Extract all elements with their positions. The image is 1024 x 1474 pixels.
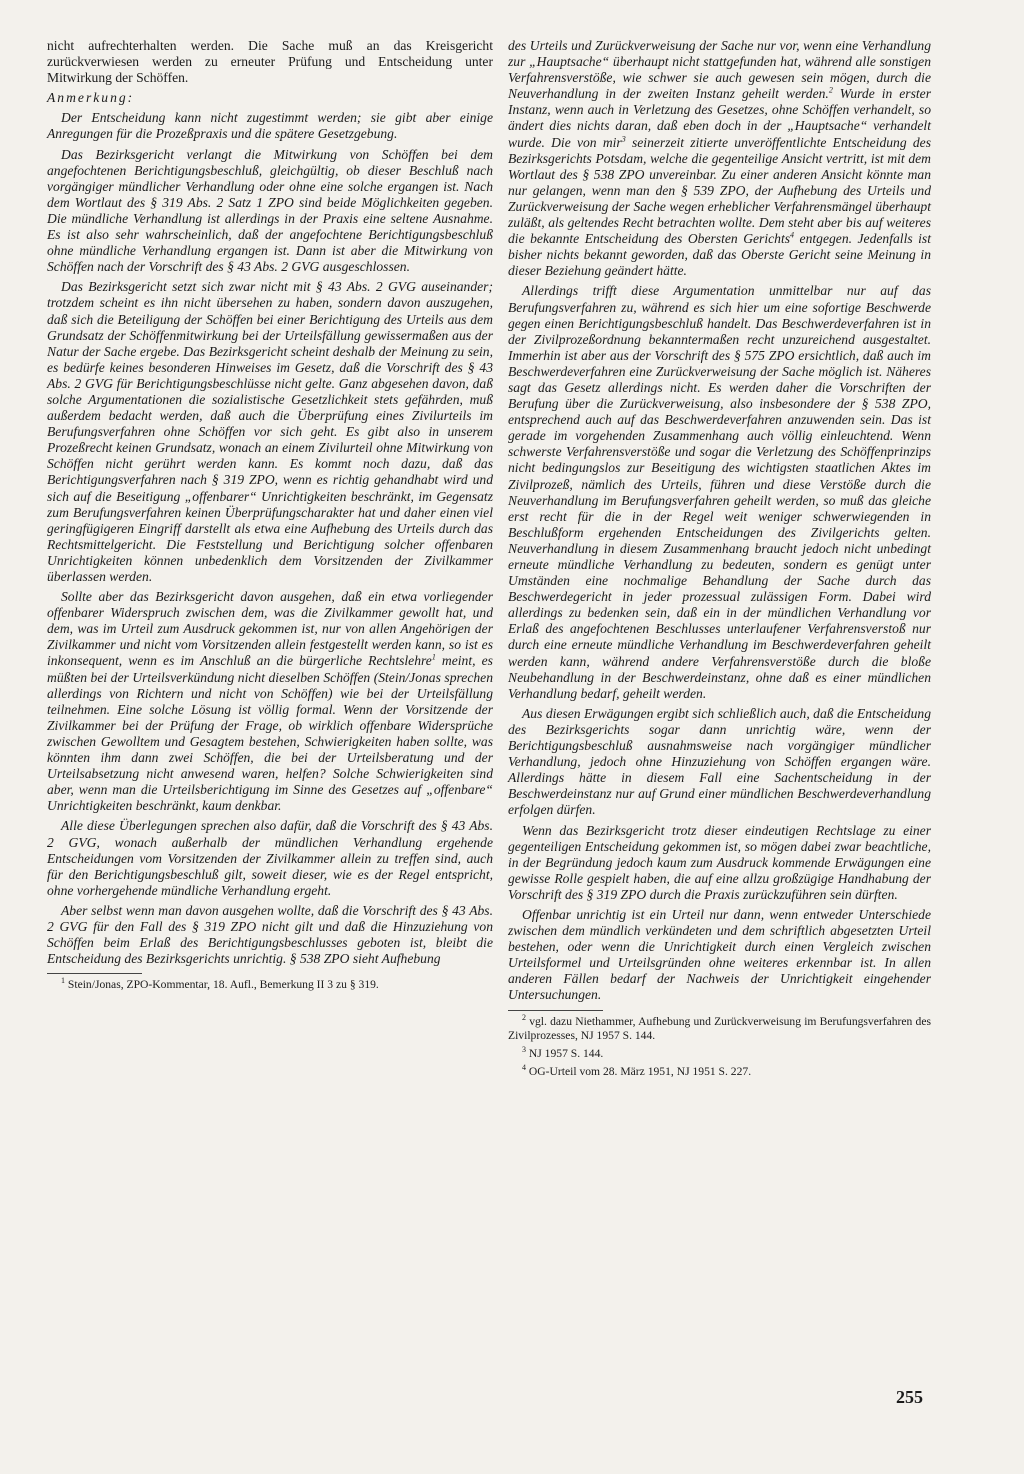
paragraph: Der Entscheidung kann nicht zugestimmt werden; sie gibt aber einige Anregungen für die Prozeßpraxis und die spätere Gesetzgebung. (47, 110, 493, 142)
footnote-number: 3 (522, 1044, 526, 1054)
footnote-number: 2 (522, 1012, 526, 1022)
footnote-text: NJ 1957 S. 144. (526, 1046, 604, 1060)
text-run: des Urteils und Zurückverweisung der Sache nur vor, wenn eine Verhandlung zur „Hauptsache“ überhaupt nicht stattgefunden hat, während alle sonstigen Verfahrensverstöße, wie schwer sie auch gewesen sein mögen, durch die Neuverhandlung in der zweiten Instanz geheilt werden. (508, 38, 931, 102)
paragraph: Aber selbst wenn man davon ausgehen wollte, daß die Vorschrift des § 43 Abs. 2 GVG für den Fall des § 319 ZPO nicht gilt und daß die Hinzuziehung von Schöffen beim Erlaß des Berichtigungsbeschlusses geboten ist, bleibt die Entscheidung des Bezirksgerichts unrichtig. § 538 ZPO sieht Aufhebung (47, 902, 493, 967)
text-run: seinerzeit zitierte unveröffentlichte Entscheidung des Bezirksgerichts Potsdam, welche die gegenteilige Ansicht vertritt, ist mit dem Wortlaut des § 538 ZPO unvereinbar. Zu einer anderen Ansicht könnte man nur gelangen, wenn man den § 539 ZPO, der Aufhebung des Urteils und Zurückverweisung der Sache wegen erheblicher Verfahrensmängel überhaupt zuläßt, als geltendes Recht betrachten wollte. Dem steht aber bis auf weiteres die bekannte Entscheidung des Obersten Gerichts (508, 134, 931, 247)
paragraph: Das Bezirksgericht setzt sich zwar nicht mit § 43 Abs. 2 GVG auseinander; trotzdem scheint es ihn nicht übersehen zu haben, sondern davon auszugehen, daß sich die Beteiligung der Schöffen bei einer Berichtigung des Urteils aus dem Grundsatz der Schöffenmitwirkung bei der Urteilsfällung gewissermaßen aus der Natur der Sache ergebe. Das Bezirksgericht scheint deshalb der Meinung zu sein, es bedürfe keines besonderen Hinweises im Gesetz, daß die Vorschrift des § 43 Abs. 2 GVG für Berichtigungsbeschlüsse nicht gelte. Ganz abgesehen davon, daß solche Argumentationen die sozialistische Gesetzlichkeit stets gefährden, muß außerdem bedacht werden, daß auch die Überprüfung eines Zivilurteils im Berufungsverfahren ohne Schöffen vor sich geht. Es gibt also in unserem Prozeßrecht keinen Grundsatz, wonach an einem Zivilurteil ohne Mitwirkung von Schöffen nicht gerührt werden kann. Es kommt noch dazu, daß das Berichtigungsverfahren nach § 319 ZPO, wenn es richtig gehandhabt wird und sich auf die Beseitigung „offenbarer“ Unrichtigkeiten beschränkt, im Gegensatz zum Berufungsverfahren keinen Überprüfungscharakter hat und daher einen viel geringfügigeren Eingriff darstellt als etwa eine Aufhebung des Urteils durch das Rechtsmittelgericht. Die Feststellung und Berichtigung solcher offenbaren Unrichtigkeiten können unbedenklich dem Vorsitzenden der Zivilkammer überlassen werden. (47, 279, 493, 584)
text-run: meint, es müßten bei der Urteilsverkündung nicht dieselben Schöffen (Stein/Jonas sprechen allerdings von Richtern und nicht von Schöffen) wie bei der Urteilsfällung teilnehmen. Eine solche Lösung ist völlig formal. Wenn der Vorsitzende der Zivilkammer bei der Prüfung der Frage, ob wirklich offenbare Widersprüche zwischen Gewolltem und Gesagtem bestehen, Schwierigkeiten haben sollte, was könnten ihm dann zwei Schöffen, die bei der Urteilsberatung und der Urteilsabsetzung nicht anwesend waren, helfen? Solche Schwierigkeiten sind aber, wenn man die Urteilsberichtigung im Sinne des Gesetzes auf „offenbare“ Unrichtigkeiten beschränkt, kaum denkbar. (47, 653, 493, 814)
paragraph (47, 589, 493, 814)
paragraph: Offenbar unrichtig ist ein Urteil nur dann, wenn entweder Unterschiede zwischen dem mündlich verkündeten und dem schriftlich abgesetzten Urteil bestehen, oder wenn die Unrichtigkeit durch einen Vergleich zwischen Urteilsformel und Urteilsgründen ohne weiteres erkennbar ist. In allen anderen Fällen bedarf der Nachweis der Unrichtigkeit eingehender Untersuchungen. (508, 906, 931, 1003)
paragraph: Das Bezirksgericht verlangt die Mitwirkung von Schöffen bei dem angefochtenen Berichtigungsbeschluß, gleichgültig, ob dieser Beschluß nach vorgängiger mündlicher Verhandlung oder ohne eine solche ergangen ist. Nach dem Wortlaut des § 319 Abs. 2 Satz 1 ZPO sind beide Möglichkeiten gegeben. Die mündliche Verhandlung ist allerdings in der Praxis eine seltene Ausnahme. Es ist also sehr wahrscheinlich, daß der angefochtene Berichtigungsbeschluß ohne mündliche Verhandlung ergangen ist. Dann ist aber die Mitwirkung von Schöffen nach der Vorschrift des § 43 Abs. 2 GVG ausgeschlossen. (47, 146, 493, 275)
section-heading: Anmerkung: (47, 90, 135, 106)
footnote-text: vgl. dazu Niethammer, Aufhebung und Zurückverweisung im Berufungsverfahren des Zivilprozesses, NJ 1957 S. 144. (508, 1014, 931, 1042)
footnote-ref: 3 (621, 134, 626, 144)
paragraph: nicht aufrechterhalten werden. Die Sache muß an das Kreisgericht zurückverwiesen werden zu erneuter Prüfung und Entscheidung unter Mitwirkung der Schöffen. (47, 38, 493, 86)
text-run: Sollte aber das Bezirksgericht davon ausgehen, daß ein etwa vorliegender offenbarer Widerspruch zwischen dem, was die Zivilkammer gewollt hat, und dem, was im Urteil zum Ausdruck gekommen ist, nur von allen Angehörigen der Zivilkammer und nicht vom Vorsitzenden allein festgestellt werden kann, so ist es inkonsequent, wenn es im Anschluß an die bürgerliche Rechtslehre (47, 589, 493, 669)
footnote-ref: 1 (431, 652, 436, 662)
text-run: Wurde in erster Instanz, wenn auch in Verletzung des Gesetzes, ohne Schöffen verhandelt, so ändert dies nichts daran, daß eben doch in der „Hauptsache“ verhandelt wurde. Die von mir (508, 86, 931, 150)
right-column (508, 38, 931, 1083)
footnote (508, 1012, 931, 1043)
footnote-divider (508, 1010, 603, 1011)
page-number: 255 (896, 1387, 923, 1407)
footnote-number: 1 (61, 976, 65, 986)
footnote-text: Stein/Jonas, ZPO-Kommentar, 18. Aufl., Bemerkung II 3 zu § 319. (65, 978, 379, 992)
footnote-text: OG-Urteil vom 28. März 1951, NJ 1951 S. 227. (526, 1064, 752, 1078)
footnote-divider (47, 973, 142, 974)
footnote (508, 1062, 931, 1079)
footnote (47, 978, 493, 992)
footnote-ref: 2 (828, 85, 833, 95)
paragraph: Aus diesen Erwägungen ergibt sich schließlich auch, daß die Entscheidung des Bezirksgerichts sogar dann unrichtig wäre, wenn der Berichtigungsbeschluß ausnahmsweise nach vorgängiger mündlicher Verhandlung, jedoch ohne Hinzuziehung von Schöffen ergangen wäre. Allerdings hätte in diesem Fall eine Sachentscheidung in der Beschwerdeinstanz nur auf Grund einer mündlichen Beschwerdeverhandlung erfolgen dürfen. (508, 705, 931, 818)
paragraph: Alle diese Überlegungen sprechen also dafür, daß die Vorschrift des § 43 Abs. 2 GVG, wonach außerhalb der mündlichen Verhandlung ergehende Entscheidungen vom Vorsitzenden der Zivilkammer allein zu treffen sind, auch für den Berichtigungsbeschluß gilt, soweit dieser, wie es der Regel entspricht, ohne vorhergehende mündliche Verhandlung ergeht. (47, 818, 493, 898)
paragraph: Allerdings trifft diese Argumentation unmittelbar nur auf das Berufungsverfahren zu, während es sich hier um eine sofortige Beschwerde gegen einen Berichtigungsbeschluß handelt. Das Beschwerdeverfahren ist in der Zivilprozeßordnung bekanntermaßen recht unzureichend ausgestaltet. Immerhin ist aber aus der Vorschrift des § 575 ZPO ersichtlich, daß auch im Beschwerdeverfahren eine Zurückverweisung der Sache möglich ist. Näheres sagt das Gesetz allerdings nicht. Es werden daher die Vorschriften der Berufung über die Zurückverweisung, also insbesondere der § 538 ZPO, entsprechend auch auf das Beschwerdeverfahren anzuwenden sein. Das ist gerade im vorgehenden Zusammenhang auch völlig einleuchtend. Wenn schwerste Verfahrensverstöße und sogar die Verletzung des Schöffenprinzips nicht bedingungslos zur Beseitigung des wichtigsten staatlichen Aktes im Zivilprozeß, nämlich des Urteils, führen und diese Verstöße durch die Neuverhandlung im Berufungsverfahren geheilt werden, so muß das gleiche erst recht für die in der Regel weit weniger schwerwiegenden in Beschlußform ergehenden Entscheidungen des Zivilgerichts gelten. Neuverhandlung in diesem Zusammenhang braucht jedoch nicht unbedingt erneute mündliche Verhandlung zu bedeuten, sondern es genügt unter Umständen eine nochmalige Behandlung der Sache durch das Beschwerdegericht in jeder prozessual zulässigen Form. Dabei wird allerdings zu bedenken sein, daß ein in der mündlichen Verhandlung vor Erlaß des angefochtenen Beschlusses unterlaufener Verfahrensverstoß nur durch eine erneute mündliche Verhandlung im Beschwerdeverfahren geheilt werden kann, während andere Verfahrensverstöße durch die bloße Neubehandlung in der Beschwerdeinstanz, ohne daß es einer mündlichen Verhandlung bedarf, geheilt werden. (508, 283, 931, 701)
footnote (508, 1044, 931, 1061)
text-run: entgegen. Jedenfalls ist bisher nichts bekannt geworden, daß das Oberste Gericht seine Meinung in dieser Beziehung geändert hätte. (508, 231, 931, 279)
paragraph: Wenn das Bezirksgericht trotz dieser eindeutigen Rechtslage zu einer gegenteiligen Entscheidung gekommen ist, so mögen dabei zwar beachtliche, in der Begründung jedoch kaum zum Ausdruck kommende Erwägungen eine gewisse Rolle gespielt haben, die auf eine allzu großzügige Handhabung der Vorschrift des § 319 ZPO durch die Praxis zurückzuführen sein dürften. (508, 822, 931, 902)
left-column (47, 38, 493, 996)
footnote-ref: 4 (790, 230, 795, 240)
paragraph (508, 38, 931, 279)
footnote-number: 4 (522, 1062, 526, 1072)
